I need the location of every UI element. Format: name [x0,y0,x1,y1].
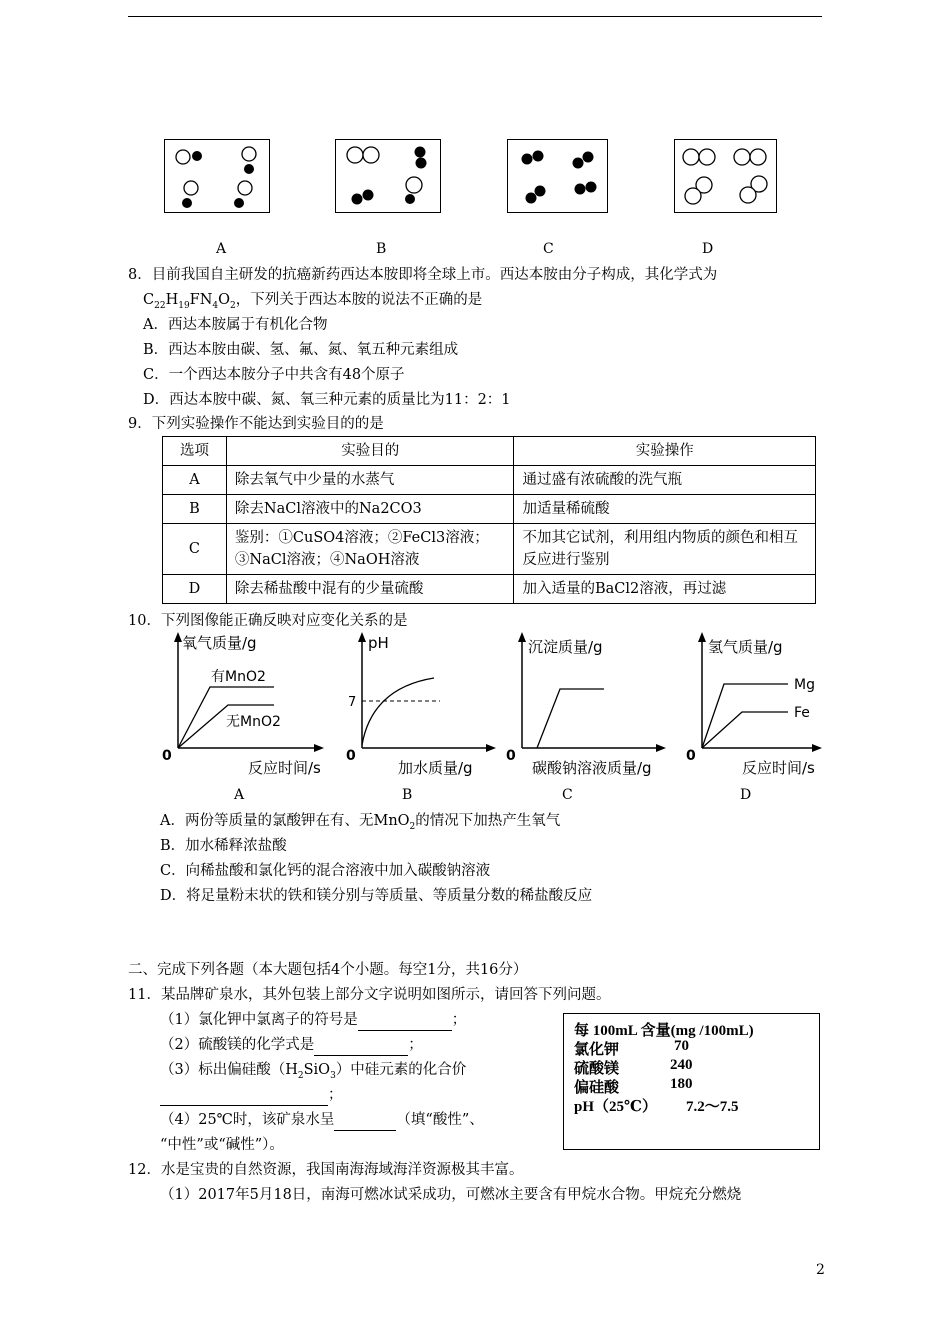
q12-part1: （1）2017年5月18日，南海可燃冰试采成功，可燃冰主要含有甲烷水合物。甲烷充分燃烧 [160,1187,742,1203]
q11-part1-end: ； [451,1012,467,1028]
table-cell: 除去氧气中少量的水蒸气 [226,466,514,495]
label-box-title: 每 100mL 含量(mg /100mL) [574,1023,754,1039]
table-row [163,524,816,575]
table-header-cell: 实验目的 [226,437,514,466]
arrow-up-icon [174,632,182,642]
q8-option-c: C．一个西达本胺分子中共含有48个原子 [143,367,405,383]
label-box-value: 180 [670,1076,693,1092]
q11-part4-hint: （填“酸性”、 [396,1112,484,1128]
q11-part1-text: （1）氯化钾中氯离子的符号是 [160,1012,358,1028]
arrow-up-icon [358,632,366,642]
q8-option-b: B．西达本胺由碳、氢、氟、氮、氧五种元素组成 [143,342,459,358]
molecule-box-b [335,139,441,213]
table-cell: 不加其它试剂，利用组内物质的颜色和相互反应进行鉴别 [514,524,816,575]
arrow-right-icon [656,744,666,752]
graph-b-tick-7: 7 [348,695,357,710]
molecule-diagram-d [675,140,776,212]
arrow-up-icon [698,632,706,642]
molecule-box-d [674,139,777,213]
q11-part4-text: （4）25℃时，该矿泉水呈 [160,1112,335,1128]
graph-d-xlabel: 反应时间/s [742,759,815,777]
table-cell: 除去稀盐酸中混有的少量硫酸 [226,575,514,604]
molecule-box-c [507,139,608,213]
molecule-diagram-a [165,140,269,212]
table-cell: 鉴别：①CuSO4溶液；②FeCl3溶液；③NaCl溶液；④NaOH溶液 [226,524,514,575]
graph-c-ylabel: 沉淀质量/g [528,638,603,656]
label-box-value: 70 [674,1038,689,1054]
q11-stem: 11．某品牌矿泉水，其外包装上部分文字说明如图所示，请回答下列问题。 [128,987,611,1003]
graph-a-label-with: 有MnO2 [211,669,266,685]
q11-answer-blank-2[interactable] [314,1035,408,1056]
q11-part3-end: ； [328,1087,343,1103]
graph-c [500,630,675,780]
q11-answer-blank-1[interactable] [358,1010,452,1031]
graph-a [156,630,326,780]
page-number: 2 [816,1262,825,1278]
graph-d-curve-fe [702,712,788,748]
q12-stem: 12．水是宝贵的自然资源，我国南海海域海洋资源极其丰富。 [128,1162,524,1178]
q11-answer-blank-4[interactable] [334,1110,396,1131]
table-header-cell: 实验操作 [514,437,816,466]
header-rule [128,16,822,17]
arrow-right-icon [486,744,496,752]
graph-letter-b: B [402,787,413,803]
graph-d-label-fe: Fe [794,705,810,721]
q11-part3-answer [160,1085,343,1106]
molecule-label-a: A [216,241,227,257]
graph-d-label-mg: Mg [794,677,815,693]
graph-a-ylabel: 氧气质量/g [182,634,257,652]
table-cell: A [163,466,227,495]
table-header-row [163,437,816,466]
graph-d-ylabel: 氢气质量/g [708,638,783,656]
molecule-label-d: D [702,241,714,257]
q11-part4-cont: “中性”或“碱性”）。 [160,1137,284,1153]
table-row [163,495,816,524]
q8-option-d: D．西达本胺中碳、氮、氧三种元素的质量比为11：2：1 [143,392,511,408]
molecule-diagram-c [508,140,607,212]
graph-d-origin: 0 [686,748,696,764]
q11-part3: （3）标出偏硅酸$(H_2SiO_3)$中硅元素的化合价 [160,1062,467,1081]
graph-b [340,630,500,780]
table-cell: 加入适量的BaCl2溶液，再过滤 [514,575,816,604]
q11-part4 [160,1110,484,1131]
arrow-right-icon [314,744,324,752]
graph-b-xlabel: 加水质量/g [398,759,473,777]
label-box-name: pH（25℃） [574,1099,657,1115]
graph-a-label-without: 无MnO2 [226,714,281,730]
label-box-value: 240 [670,1057,693,1073]
graph-letter-d: D [740,787,752,803]
arrow-up-icon [518,632,526,642]
graph-letter-a: A [234,787,245,803]
graph-c-origin: 0 [506,748,516,764]
graph-a-origin: 0 [162,748,172,764]
table-cell: B [163,495,227,524]
table-row [163,466,816,495]
label-box-name: 偏硅酸 [574,1080,620,1096]
graph-a-xlabel: 反应时间/s [248,759,321,777]
molecule-box-a [164,139,270,213]
graph-d-curve-mg [702,684,788,748]
q8-stem-line1: 8．目前我国自主研发的抗癌新药西达本胺即将全球上市。西达本胺由分子构成，其化学式为 [128,267,718,283]
graph-b-origin: 0 [346,748,356,764]
q11-part2-end: ； [408,1037,423,1053]
graph-letter-c: C [562,787,573,803]
arrow-right-icon [812,744,822,752]
q11-part1 [160,1010,466,1031]
q9-stem: 9．下列实验操作不能达到实验目的的是 [128,416,384,432]
q11-part2 [160,1035,423,1056]
label-box-value: 7.2～7.5 [686,1099,739,1115]
graph-c-xlabel: 碳酸钠溶液质量/g [532,759,652,777]
table-cell: 通过盛有浓硫酸的洗气瓶 [514,466,816,495]
label-box-name: 氯化钾 [574,1042,620,1058]
table-cell: C [163,524,227,575]
graph-d [680,630,840,780]
molecule-label-b: B [376,241,387,257]
molecule-diagram-b [336,140,440,212]
q10-option-a: A．两份等质量的氯酸钾在有、无MnO$_2$的情况下加热产生氧气 [160,813,561,832]
q9-table [162,436,816,604]
table-cell: 加适量稀硫酸 [514,495,816,524]
mineral-water-label-box [563,1013,820,1150]
section-2-heading: 二、完成下列各题（本大题包括4个小题。每空1分，共16分） [128,962,528,978]
table-row [163,575,816,604]
q10-stem: 10．下列图像能正确反映对应变化关系的是 [128,613,408,629]
table-cell: D [163,575,227,604]
graph-b-curve [362,678,434,745]
table-cell: 除去NaCl溶液中的Na2CO3 [226,495,514,524]
molecule-label-c: C [543,241,554,257]
q10-option-d: D．将足量粉末状的铁和镁分别与等质量、等质量分数的稀盐酸反应 [160,888,593,904]
table-header-cell: 选项 [163,437,227,466]
q11-answer-blank-3[interactable] [160,1085,328,1106]
graph-b-ylabel: pH [368,634,389,652]
q10-option-b: B．加水稀释浓盐酸 [160,838,287,854]
graph-c-curve [537,689,604,748]
q10-option-c: C．向稀盐酸和氯化钙的混合溶液中加入碳酸钠溶液 [160,863,491,879]
label-box-name: 硫酸镁 [574,1061,620,1077]
q8-stem-line2: $C_{22}H_{19}FN_4O_2$，下列关于西达本胺的说法不正确的是 [143,292,483,311]
q8-option-a: A．西达本胺属于有机化合物 [143,317,328,333]
q11-part2-text: （2）硫酸镁的化学式是 [160,1037,315,1053]
